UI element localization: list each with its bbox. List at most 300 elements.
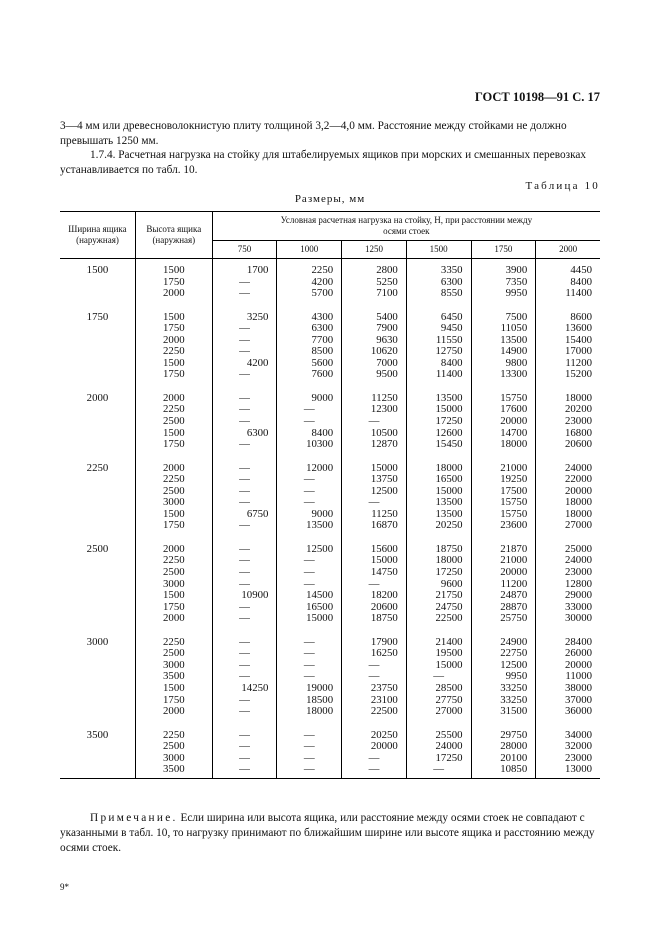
cell-load-1000: 8400: [277, 428, 342, 440]
cell-load-1750: 22750: [471, 648, 536, 660]
cell-load-1750: 24900: [471, 637, 536, 649]
paragraph-continuation: 3—4 мм или древесноволокнистую плиту толщиной 3,2—4,0 мм. Расстояние между стойками не должно превышать 1250 мм.: [60, 120, 567, 147]
cell-load-1750: 13300: [471, 369, 536, 381]
cell-load-1500: 6450: [406, 312, 471, 324]
cell-height: 2250: [135, 637, 212, 649]
cell-load-2000: 38000: [536, 683, 600, 695]
cell-load-1250: 22500: [342, 706, 407, 718]
cell-load-2000: 18000: [536, 497, 600, 509]
cell-load-1750: 17600: [471, 404, 536, 416]
spacing-header-1750: 1750: [471, 241, 536, 259]
cell-height: 2250: [135, 555, 212, 567]
cell-load-1250: —: [342, 497, 407, 509]
cell-width: [60, 439, 135, 451]
cell-height: 3500: [135, 764, 212, 779]
cell-load-1500: 17250: [406, 416, 471, 428]
cell-height: 3000: [135, 753, 212, 765]
cell-load-2000: 20000: [536, 660, 600, 672]
cell-width: [60, 683, 135, 695]
col-header-height: Высота ящика (наружная): [135, 212, 212, 259]
cell-height: 2000: [135, 544, 212, 556]
cell-load-2000: 37000: [536, 695, 600, 707]
cell-height: 2000: [135, 463, 212, 475]
cell-load-1750: 11050: [471, 323, 536, 335]
cell-load-1000: —: [277, 637, 342, 649]
table-row: [60, 567, 600, 579]
cell-load-1250: —: [342, 660, 407, 672]
cell-load-1500: 12750: [406, 346, 471, 358]
cell-load-750: —: [212, 439, 277, 451]
cell-load-1000: 7700: [277, 335, 342, 347]
cell-load-2000: 16800: [536, 428, 600, 440]
col-header-width: Ширина ящика (наружная): [60, 212, 135, 259]
cell-load-1000: 13500: [277, 520, 342, 532]
cell-load-1750: 17500: [471, 486, 536, 498]
cell-load-2000: 28400: [536, 637, 600, 649]
cell-load-1750: 23600: [471, 520, 536, 532]
cell-load-2000: 24000: [536, 555, 600, 567]
cell-height: 3500: [135, 671, 212, 683]
cell-load-1250: —: [342, 753, 407, 765]
cell-load-750: —: [212, 520, 277, 532]
cell-load-2000: 8400: [536, 277, 600, 289]
cell-load-1000: 6300: [277, 323, 342, 335]
cell-load-1250: 16870: [342, 520, 407, 532]
cell-load-2000: 36000: [536, 706, 600, 718]
cell-load-1750: 21000: [471, 463, 536, 475]
cell-load-1500: 16500: [406, 474, 471, 486]
cell-height: 2000: [135, 613, 212, 625]
table-note: [60, 811, 600, 855]
cell-load-2000: 23000: [536, 753, 600, 765]
cell-load-2000: 11400: [536, 288, 600, 300]
cell-width: [60, 520, 135, 532]
table-row: [60, 764, 600, 779]
paragraph-1-7-4: [60, 148, 600, 178]
cell-load-1500: 6300: [406, 277, 471, 289]
cell-load-750: —: [212, 741, 277, 753]
cell-load-1250: 15600: [342, 544, 407, 556]
cell-load-1750: 9950: [471, 671, 536, 683]
cell-width: [60, 404, 135, 416]
cell-width: [60, 590, 135, 602]
cell-height: 1750: [135, 369, 212, 381]
cell-height: 2250: [135, 346, 212, 358]
cell-load-1000: —: [277, 671, 342, 683]
cell-width: 1750: [86, 310, 109, 323]
cell-load-750: —: [212, 277, 277, 289]
cell-load-1500: 27000: [406, 706, 471, 718]
cell-load-1000: —: [277, 474, 342, 486]
cell-load-1750: 7500: [471, 312, 536, 324]
cell-height: 2500: [135, 416, 212, 428]
cell-load-1500: 15450: [406, 439, 471, 451]
cell-load-1500: 15000: [406, 660, 471, 672]
cell-load-1750: 33250: [471, 683, 536, 695]
cell-load-1000: —: [277, 416, 342, 428]
cell-load-1250: 5400: [342, 312, 407, 324]
cell-width: [60, 323, 135, 335]
cell-load-750: —: [212, 648, 277, 660]
cell-load-2000: 30000: [536, 613, 600, 625]
spacing-header-2000: 2000: [536, 241, 600, 259]
cell-load-2000: 20600: [536, 439, 600, 451]
cell-load-1250: 10620: [342, 346, 407, 358]
table-row: [60, 706, 600, 718]
note-text: Если ширина или высота ящика, или расстояние между осями стоек не совпадают с указанными в табл. 10, то нагрузку принимают по ближайшим ширине или высоте ящика и расстоянию между осями стоек.: [60, 812, 595, 854]
cell-load-750: —: [212, 637, 277, 649]
cell-load-2000: 22000: [536, 474, 600, 486]
cell-load-1500: 24000: [406, 741, 471, 753]
cell-load-1000: 4300: [277, 312, 342, 324]
cell-width: 1500: [86, 264, 109, 276]
cell-load-1750: 9800: [471, 358, 536, 370]
cell-load-750: —: [212, 602, 277, 614]
cell-height: 1750: [135, 520, 212, 532]
cell-load-750: —: [212, 555, 277, 567]
cell-height: 2250: [135, 730, 212, 742]
cell-width: [60, 660, 135, 672]
cell-load-1000: 5600: [277, 358, 342, 370]
cell-load-1250: 9500: [342, 369, 407, 381]
cell-load-2000: 12800: [536, 579, 600, 591]
cell-load-1250: 18750: [342, 613, 407, 625]
table-row: [60, 590, 600, 602]
cell-load-1750: 9950: [471, 288, 536, 300]
cell-load-1500: 15000: [406, 486, 471, 498]
cell-width: [60, 369, 135, 381]
cell-load-1000: 14500: [277, 590, 342, 602]
cell-load-1000: 4200: [277, 277, 342, 289]
cell-load-1000: 10300: [277, 439, 342, 451]
cell-load-1250: 13750: [342, 474, 407, 486]
cell-load-2000: 13600: [536, 323, 600, 335]
cell-load-2000: 34000: [536, 730, 600, 742]
cell-load-1000: 9000: [277, 393, 342, 405]
cell-load-750: —: [212, 288, 277, 300]
cell-width: [60, 555, 135, 567]
cell-load-1000: 12500: [277, 544, 342, 556]
cell-load-1000: —: [277, 579, 342, 591]
table-caption: Таблица 10: [525, 180, 600, 192]
cell-width: [60, 335, 135, 347]
cell-load-750: —: [212, 613, 277, 625]
cell-load-2000: 29000: [536, 590, 600, 602]
cell-load-1500: 8550: [406, 288, 471, 300]
cell-height: 2000: [135, 335, 212, 347]
cell-load-1000: —: [277, 648, 342, 660]
cell-height: 1500: [135, 265, 212, 277]
cell-width: [60, 567, 135, 579]
cell-load-1750: 10850: [471, 764, 536, 779]
cell-load-1500: 8400: [406, 358, 471, 370]
cell-load-1500: 13500: [406, 497, 471, 509]
cell-load-750: 6300: [212, 428, 277, 440]
table-row: [60, 520, 600, 532]
cell-load-750: —: [212, 463, 277, 475]
cell-load-1750: 15750: [471, 509, 536, 521]
cell-load-1250: —: [342, 579, 407, 591]
cell-load-1500: 9600: [406, 579, 471, 591]
cell-load-1250: 16250: [342, 648, 407, 660]
cell-load-1750: 20000: [471, 416, 536, 428]
cell-load-2000: 27000: [536, 520, 600, 532]
cell-load-1250: 5250: [342, 277, 407, 289]
cell-load-750: —: [212, 393, 277, 405]
cell-height: 1750: [135, 602, 212, 614]
spacing-header-1250: 1250: [342, 241, 407, 259]
spacing-header-1000: 1000: [277, 241, 342, 259]
cell-load-1000: —: [277, 764, 342, 779]
cell-load-750: —: [212, 579, 277, 591]
table-row: [60, 265, 600, 277]
cell-load-1750: 21000: [471, 555, 536, 567]
cell-width: [60, 428, 135, 440]
cell-load-1750: 29750: [471, 730, 536, 742]
table-row: [60, 741, 600, 753]
cell-width: [60, 695, 135, 707]
cell-load-1250: 15000: [342, 555, 407, 567]
cell-load-1250: 11250: [342, 393, 407, 405]
cell-height: 1750: [135, 695, 212, 707]
cell-load-750: —: [212, 660, 277, 672]
cell-height: 3000: [135, 497, 212, 509]
cell-load-1250: 23750: [342, 683, 407, 695]
cell-load-1250: 10500: [342, 428, 407, 440]
cell-load-750: —: [212, 544, 277, 556]
cell-height: 2250: [135, 404, 212, 416]
cell-load-1500: 13500: [406, 393, 471, 405]
cell-load-1250: —: [342, 671, 407, 683]
cell-load-1750: 12500: [471, 660, 536, 672]
col-header-load: Условная расчетная нагрузка на стойку, Н, при расстоянии между осями стоек: [212, 212, 600, 241]
cell-load-1500: 21400: [406, 637, 471, 649]
cell-height: 2500: [135, 486, 212, 498]
cell-load-1750: 28000: [471, 741, 536, 753]
cell-load-1500: 13500: [406, 509, 471, 521]
cell-load-1500: 27750: [406, 695, 471, 707]
cell-load-2000: 13000: [536, 764, 600, 779]
cell-load-1250: 20000: [342, 741, 407, 753]
cell-load-1750: 14700: [471, 428, 536, 440]
cell-load-1500: 22500: [406, 613, 471, 625]
cell-load-1500: 28500: [406, 683, 471, 695]
cell-load-750: —: [212, 335, 277, 347]
cell-load-2000: 15200: [536, 369, 600, 381]
cell-load-1000: 2250: [277, 265, 342, 277]
cell-load-1000: —: [277, 567, 342, 579]
table-row: [60, 613, 600, 625]
cell-width: 3500: [86, 728, 109, 741]
cell-load-1250: 12300: [342, 404, 407, 416]
table-header: [60, 212, 600, 259]
cell-load-750: —: [212, 404, 277, 416]
cell-load-750: —: [212, 416, 277, 428]
cell-load-2000: 11000: [536, 671, 600, 683]
cell-load-750: —: [212, 474, 277, 486]
cell-height: 1500: [135, 590, 212, 602]
cell-width: 2000: [86, 391, 109, 404]
cell-load-1000: 7600: [277, 369, 342, 381]
group-spacer: [60, 300, 600, 312]
page-signature-mark: 9*: [60, 882, 69, 892]
cell-load-1000: 15000: [277, 613, 342, 625]
cell-load-1500: 24750: [406, 602, 471, 614]
cell-load-1750: 18000: [471, 439, 536, 451]
cell-load-1500: 15000: [406, 404, 471, 416]
cell-load-750: —: [212, 497, 277, 509]
cell-width: [60, 277, 135, 289]
cell-width: [60, 741, 135, 753]
cell-load-1500: 18000: [406, 463, 471, 475]
cell-load-1000: —: [277, 555, 342, 567]
cell-load-2000: 18000: [536, 509, 600, 521]
cell-load-1250: —: [342, 416, 407, 428]
cell-load-1500: 18750: [406, 544, 471, 556]
cell-width: [60, 288, 135, 300]
cell-width: [60, 474, 135, 486]
note-label: Примечание.: [90, 812, 178, 824]
group-spacer: [60, 451, 600, 463]
cell-load-1250: 14750: [342, 567, 407, 579]
cell-load-1000: —: [277, 730, 342, 742]
cell-load-2000: 18000: [536, 393, 600, 405]
cell-height: 1750: [135, 277, 212, 289]
cell-load-750: —: [212, 706, 277, 718]
table-row: [60, 288, 600, 300]
cell-height: 1500: [135, 683, 212, 695]
cell-load-1500: —: [406, 764, 471, 779]
cell-load-1000: 12000: [277, 463, 342, 475]
cell-load-750: —: [212, 753, 277, 765]
cell-load-1500: 12600: [406, 428, 471, 440]
cell-load-2000: 26000: [536, 648, 600, 660]
cell-load-750: —: [212, 695, 277, 707]
cell-load-2000: 23000: [536, 416, 600, 428]
page-header: ГОСТ 10198—91 С. 17: [474, 90, 600, 104]
group-spacer: [60, 718, 600, 730]
cell-load-750: —: [212, 323, 277, 335]
paragraph-1-7-4-text: 1.7.4. Расчетная нагрузка на стойку для штабелируемых ящиков при морских и смешанных перевозках устанавливается по табл. 10.: [60, 149, 587, 176]
cell-height: 2250: [135, 474, 212, 486]
cell-load-1000: —: [277, 753, 342, 765]
cell-load-1500: 19500: [406, 648, 471, 660]
cell-load-1750: 28870: [471, 602, 536, 614]
cell-load-1000: 18500: [277, 695, 342, 707]
cell-load-1500: 11400: [406, 369, 471, 381]
table-row: [60, 683, 600, 695]
cell-width: [60, 486, 135, 498]
cell-load-1000: 18000: [277, 706, 342, 718]
cell-load-1000: —: [277, 741, 342, 753]
cell-load-1000: —: [277, 486, 342, 498]
cell-load-1750: 25750: [471, 613, 536, 625]
spacing-header-750: 750: [212, 241, 277, 259]
cell-load-1250: 7900: [342, 323, 407, 335]
cell-load-750: —: [212, 730, 277, 742]
table-body: [60, 259, 600, 779]
table-row: [60, 439, 600, 451]
cell-load-1750: 15750: [471, 393, 536, 405]
cell-load-1000: 16500: [277, 602, 342, 614]
cell-load-2000: 17000: [536, 346, 600, 358]
cell-load-2000: 23000: [536, 567, 600, 579]
cell-load-2000: 33000: [536, 602, 600, 614]
spacing-header-1500: 1500: [406, 241, 471, 259]
cell-width: 2250: [86, 461, 109, 474]
cell-load-750: —: [212, 369, 277, 381]
cell-load-750: —: [212, 486, 277, 498]
table-row: [60, 323, 600, 335]
cell-height: 1750: [135, 439, 212, 451]
cell-height: 3000: [135, 660, 212, 672]
load-table: [60, 211, 600, 779]
cell-width: [60, 579, 135, 591]
cell-load-2000: 11200: [536, 358, 600, 370]
cell-load-750: —: [212, 346, 277, 358]
cell-load-1500: 9450: [406, 323, 471, 335]
cell-load-1750: 7350: [471, 277, 536, 289]
cell-height: 1500: [135, 358, 212, 370]
cell-load-750: —: [212, 567, 277, 579]
cell-load-2000: 32000: [536, 741, 600, 753]
cell-load-750: 6750: [212, 509, 277, 521]
cell-load-750: 4200: [212, 358, 277, 370]
cell-load-1000: —: [277, 404, 342, 416]
cell-load-1250: 12870: [342, 439, 407, 451]
cell-height: 2000: [135, 288, 212, 300]
cell-load-1000: 5700: [277, 288, 342, 300]
cell-height: 3000: [135, 579, 212, 591]
cell-load-1750: 24870: [471, 590, 536, 602]
cell-load-1750: 13500: [471, 335, 536, 347]
cell-height: 2000: [135, 706, 212, 718]
cell-height: 2500: [135, 648, 212, 660]
cell-load-1250: 15000: [342, 463, 407, 475]
cell-height: 2500: [135, 741, 212, 753]
cell-load-2000: 20000: [536, 486, 600, 498]
table-row: [60, 369, 600, 381]
cell-width: [60, 753, 135, 765]
cell-load-1250: 9630: [342, 335, 407, 347]
cell-load-750: 14250: [212, 683, 277, 695]
cell-load-1500: 17250: [406, 753, 471, 765]
cell-width: [60, 648, 135, 660]
cell-load-1500: 20250: [406, 520, 471, 532]
cell-load-2000: 20200: [536, 404, 600, 416]
cell-load-1250: 2800: [342, 265, 407, 277]
cell-load-1250: 23100: [342, 695, 407, 707]
cell-load-1250: 17900: [342, 637, 407, 649]
cell-width: [60, 509, 135, 521]
cell-load-750: 10900: [212, 590, 277, 602]
cell-load-1000: —: [277, 497, 342, 509]
cell-width: [60, 613, 135, 625]
cell-height: 1500: [135, 312, 212, 324]
cell-load-1500: 25500: [406, 730, 471, 742]
cell-load-2000: 15400: [536, 335, 600, 347]
cell-load-1500: 21750: [406, 590, 471, 602]
cell-load-1000: 19000: [277, 683, 342, 695]
cell-load-1750: 11200: [471, 579, 536, 591]
cell-load-1750: 3900: [471, 265, 536, 277]
cell-load-2000: 24000: [536, 463, 600, 475]
cell-width: 2500: [86, 542, 109, 555]
cell-load-1250: 20250: [342, 730, 407, 742]
cell-height: 2500: [135, 567, 212, 579]
cell-load-1250: 12500: [342, 486, 407, 498]
cell-load-1750: 33250: [471, 695, 536, 707]
